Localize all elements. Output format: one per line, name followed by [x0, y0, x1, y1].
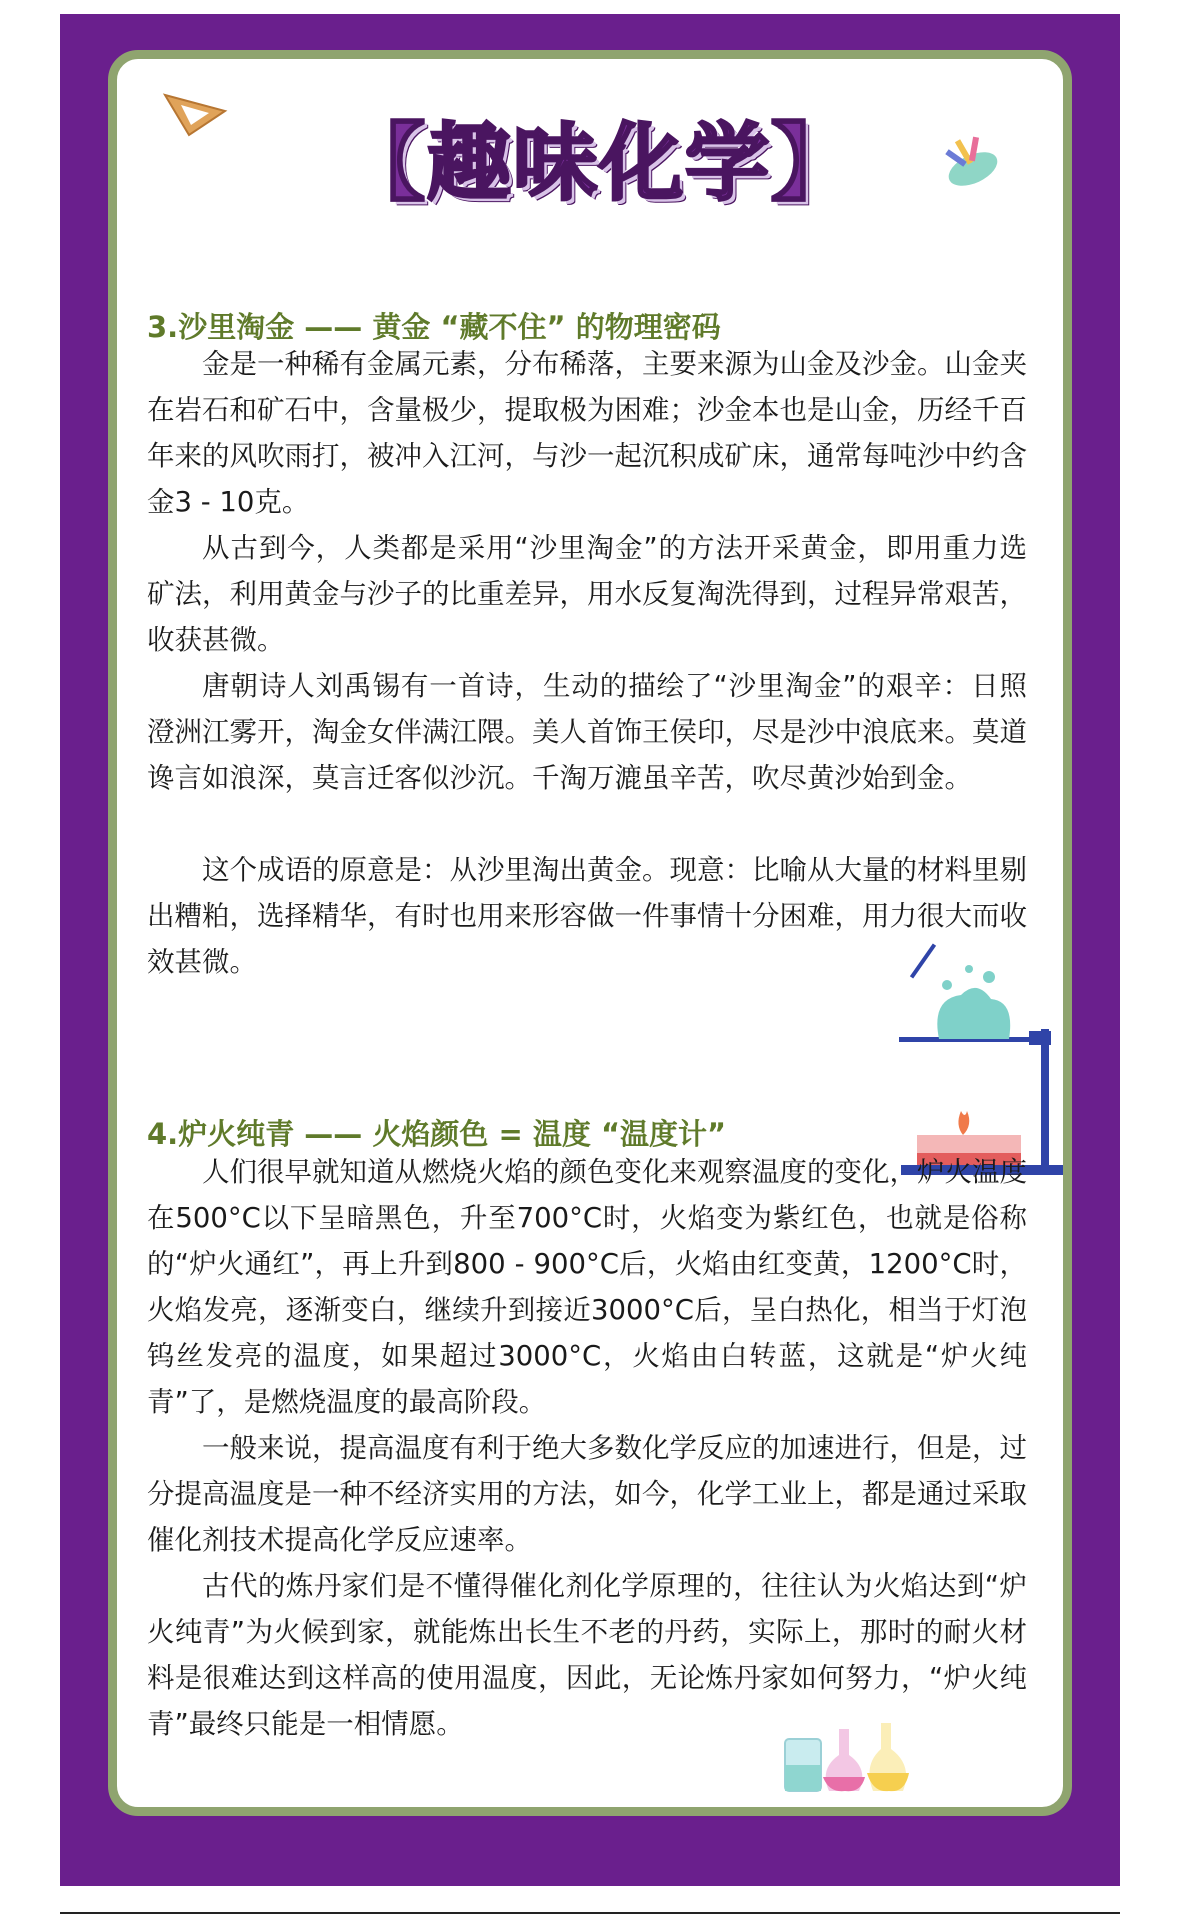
paragraph: 一般来说，提高温度有利于绝大多数化学反应的加速进行，但是，过分提高温度是一种不经济实用的方法，如今，化学工业上，都是通过采取催化剂技术提高化学反应速率。: [147, 1432, 1027, 1556]
content-card: [108, 50, 1072, 1816]
title-text: 【趣味化学】: [340, 113, 857, 212]
paragraph: 唐朝诗人刘禹锡有一首诗，生动的描绘了“沙里淘金”的艰辛：日照澄洲江雾开，淘金女伴满江隈。美人首饰王侯印，尽是沙中浪底来。莫道谗言如浪深，莫言迁客似沙沉。千淘万漉虽辛苦，吹尽黄沙始到金。: [147, 670, 1027, 794]
paragraph: 这个成语的原意是：从沙里淘出黄金。现意：比喻从大量的材料里剔出糟粕，选择精华，有时也用来形容做一件事情十分困难，用力很大而收效甚微。: [147, 854, 1027, 978]
lab-flask-stand-icon: [891, 939, 1071, 1179]
pencil-case-icon: [939, 131, 1003, 191]
paragraph: 从古到今，人类都是采用“沙里淘金”的方法开采黄金，即用重力选矿法，利用黄金与沙子的比重差异，用水反复淘洗得到，过程异常艰苦，收获甚微。: [147, 532, 1027, 656]
paragraph: 金是一种稀有金属元素，分布稀落，主要来源为山金及沙金。山金夹在岩石和矿石中，含量极少，提取极为困难；沙金本也是山金，历经千百年来的风吹雨打，被冲入江河，与沙一起沉积成矿床，通常每吨沙中约含金3 - 10克。: [147, 348, 1027, 518]
paragraph: 人们很早就知道从燃烧火焰的颜色变化来观察温度的变化，炉火温度在500°C以下呈暗黑色，升至700°C时，火焰变为紫红色，也就是俗称的“炉火通红”，再上升到800 - 900°C后，火焰由红变黄，1200°C时，火焰发亮，逐渐变白，继续升到接近3000°C后，呈白热化，相当于灯泡钨丝发亮的温度，如果超过3000°C，火焰由白转蓝，这就是“炉火纯青”了，是燃烧温度的最高阶段。: [147, 1156, 1027, 1418]
beakers-icon: [777, 1699, 927, 1799]
section-heading-fire: 4.炉火纯青 —— 火焰颜色 = 温度 “温度计”: [147, 1117, 727, 1151]
paragraph: 古代的炼丹家们是不懂得催化剂化学原理的，往往认为火焰达到“炉火纯青”为火候到家，就能炼出长生不老的丹药，实际上，那时的耐火材料是很难达到这样高的使用温度，因此，无论炼丹家如何努力，“炉火纯青”最终只能是一相情愿。: [147, 1570, 1027, 1740]
divider: [60, 1912, 1120, 1914]
set-square-icon: [161, 89, 231, 139]
section-heading-gold: 3.沙里淘金 —— 黄金 “藏不住” 的物理密码: [147, 310, 721, 344]
page-title: [325, 95, 873, 217]
